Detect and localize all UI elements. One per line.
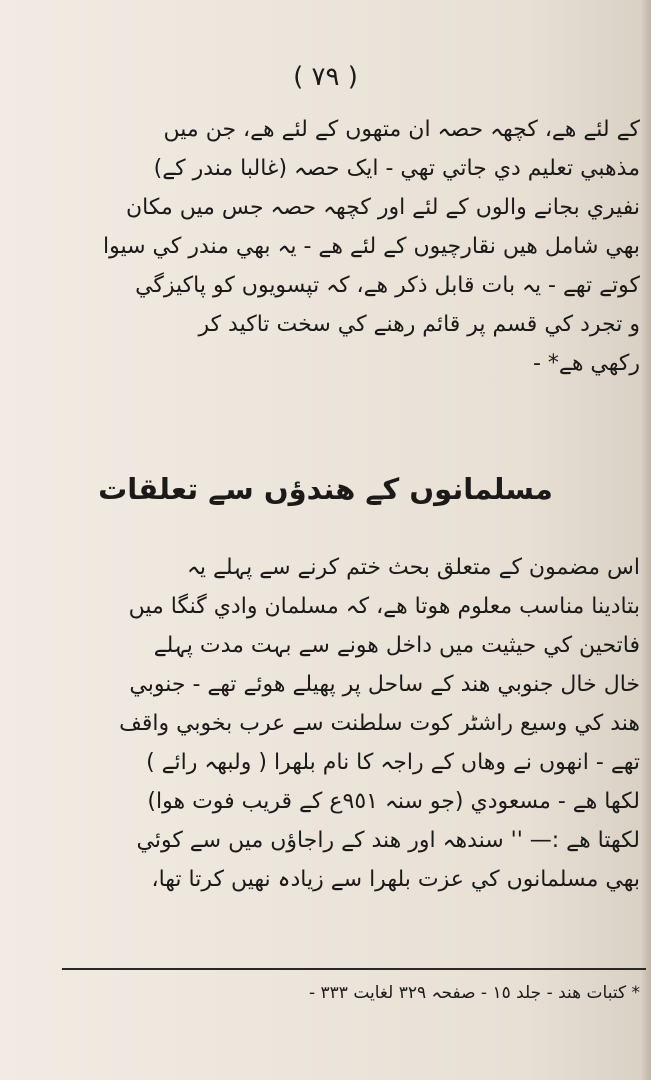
text-line: بتادینا مناسب معلوم ھوتا ھے، کہ مسلمان وادي گنگا میں [128,594,640,619]
text-line: کے لئے ھے، کچھہ حصہ ان متھوں کے لئے ھے، جن میں [163,117,640,142]
text-line: کوتے تھے - یہ بات قابل ذکر ھے، کہ تپسویوں کو پاکیزگي [135,273,640,298]
text-line: و تجرد کي قسم پر قائم رھنے کي سخت تاکید کر [198,312,640,337]
paragraph-opening [62,110,640,383]
text-line: خال خال جنوبي ھند کے ساحل پر پھیلے ھوئے تھے - جنوبي [129,672,640,697]
page-spine-edge [642,0,651,1080]
section-heading: مسلمانوں کے ھندؤں سے تعلقات [98,472,553,506]
footnote-divider [62,968,646,970]
text-line: لکھا ھے - مسعودي (جو سنہ ٩٥١ع کے قریب فوت ھوا) [147,789,640,814]
text-line: ھند کي وسیع راشٹر کوت سلطنت سے عرب بخوبي واقف [119,711,640,736]
text-line: مذھبي تعلیم دي جاتي تھي - ایک حصہ (غالبا مندر کے) [153,156,640,181]
text-line: اس مضمون کے متعلق بحث ختم کرنے سے پہلے یہ [187,555,640,580]
paragraph-section [62,548,640,899]
page-number: ( ٧٩ ) [293,62,358,92]
text-line: فاتحین کي حیثیت میں داخل ھونے سے بہت مدت پہلے [153,633,640,658]
text-line: رکھي ھے* - [533,351,640,376]
footnote: * کتبات ھند - جلد ١٥ - صفحہ ٣٢٩ لغایت ٣٣٣ - [308,983,640,1003]
text-line: لکھتا ھے :— '' سندھہ اور ھند کے راجاؤں میں سے کوئي [136,828,640,853]
text-line: نفیري بجانے والوں کے لئے اور کچھہ حصہ جس میں مکان [125,195,640,220]
text-line: تھے - انھوں نے وھاں کے راجہ کا نام بلھرا ( ولبھہ رائے ) [146,750,640,775]
text-line: بھي شامل ھیں نقارچیوں کے لئے ھے - یہ بھي مندر کي سیوا [102,234,640,259]
text-line: بھي مسلمانوں کي عزت بلھرا سے زیادہ نھیں کرتا تھا، [151,867,640,892]
